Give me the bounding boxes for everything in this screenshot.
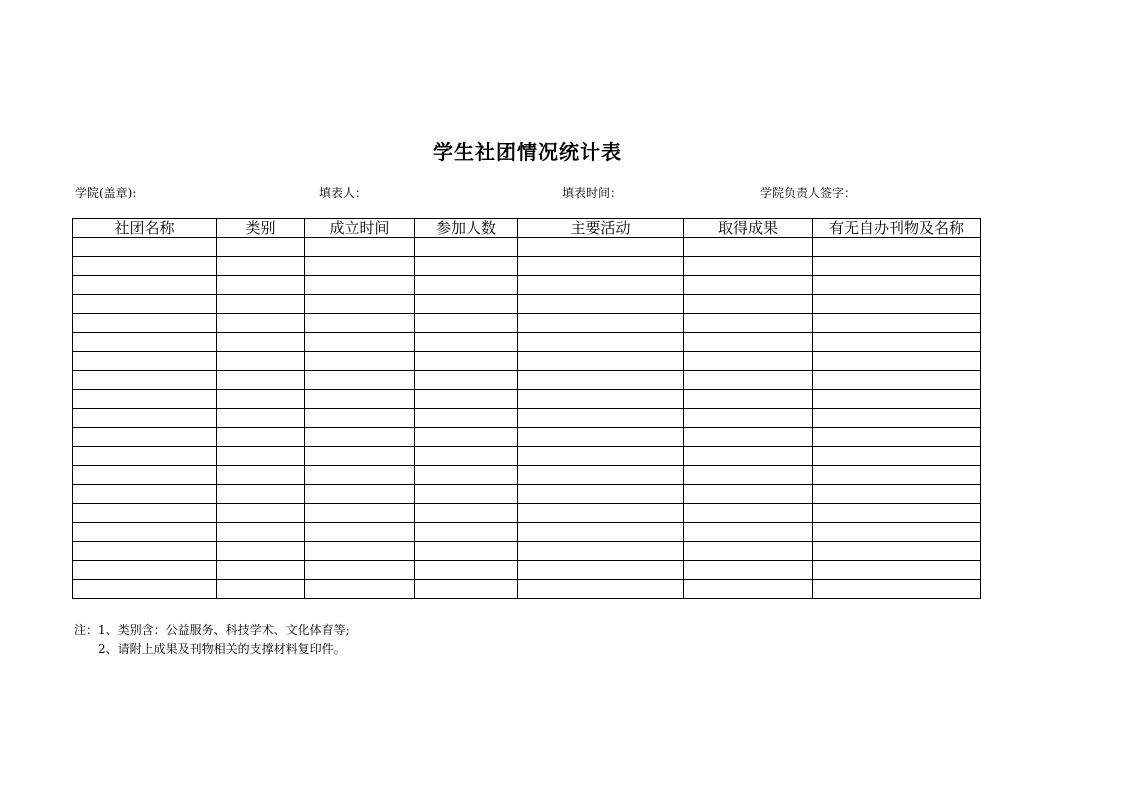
table-cell[interactable] [518, 276, 684, 295]
table-row [73, 314, 981, 333]
table-row [73, 257, 981, 276]
table-row [73, 523, 981, 542]
table-cell[interactable] [518, 314, 684, 333]
table-cell[interactable] [73, 409, 217, 428]
table-cell[interactable] [518, 428, 684, 447]
table-row [73, 371, 981, 390]
table-row [73, 447, 981, 466]
table-cell[interactable] [813, 295, 981, 314]
table-cell[interactable] [684, 561, 813, 580]
table-cell[interactable] [684, 295, 813, 314]
table-cell[interactable] [684, 257, 813, 276]
table-cell[interactable] [217, 314, 305, 333]
table-cell[interactable] [684, 333, 813, 352]
table-cell[interactable] [518, 504, 684, 523]
table-cell[interactable] [684, 409, 813, 428]
table-cell[interactable] [305, 580, 415, 599]
table-cell[interactable] [415, 238, 518, 257]
table-cell[interactable] [73, 276, 217, 295]
table-row [73, 504, 981, 523]
table-cell[interactable] [518, 352, 684, 371]
table-cell[interactable] [305, 428, 415, 447]
table-cell[interactable] [305, 352, 415, 371]
table-cell[interactable] [73, 295, 217, 314]
table-cell[interactable] [684, 485, 813, 504]
table-cell[interactable] [305, 295, 415, 314]
table-row [73, 485, 981, 504]
header-main-activities: 主要活动 [518, 219, 684, 238]
table-row [73, 276, 981, 295]
table-cell[interactable] [217, 276, 305, 295]
table-cell[interactable] [217, 333, 305, 352]
table-cell[interactable] [684, 371, 813, 390]
table-cell[interactable] [684, 352, 813, 371]
table-cell[interactable] [73, 485, 217, 504]
table-cell[interactable] [518, 238, 684, 257]
note-line-2: 2、请附上成果及刊物相关的支撑材料复印件。 [98, 642, 346, 656]
table-cell[interactable] [415, 580, 518, 599]
table-cell[interactable] [415, 333, 518, 352]
table-cell[interactable] [684, 523, 813, 542]
page-title: 学生社团情况统计表 [433, 140, 622, 164]
table-cell[interactable] [73, 561, 217, 580]
table-cell[interactable] [415, 542, 518, 561]
table-cell[interactable] [217, 238, 305, 257]
table-cell[interactable] [415, 352, 518, 371]
table-cell[interactable] [305, 504, 415, 523]
table-cell[interactable] [217, 352, 305, 371]
table-cell[interactable] [305, 314, 415, 333]
table-row [73, 542, 981, 561]
table-cell[interactable] [684, 390, 813, 409]
table-header-row [73, 219, 981, 238]
table-cell[interactable] [305, 371, 415, 390]
table-cell[interactable] [518, 580, 684, 599]
table-cell[interactable] [684, 504, 813, 523]
table-cell[interactable] [305, 466, 415, 485]
table-cell[interactable] [415, 314, 518, 333]
table-cell[interactable] [518, 561, 684, 580]
table-row [73, 390, 981, 409]
table-cell[interactable] [518, 295, 684, 314]
table-cell[interactable] [217, 523, 305, 542]
table-row [73, 295, 981, 314]
table-cell[interactable] [415, 523, 518, 542]
table-cell[interactable] [684, 314, 813, 333]
table-body [73, 238, 981, 599]
table-cell[interactable] [684, 238, 813, 257]
table-cell[interactable] [415, 428, 518, 447]
table-cell[interactable] [73, 504, 217, 523]
table-cell[interactable] [813, 428, 981, 447]
table-row [73, 428, 981, 447]
header-club-name: 社团名称 [73, 219, 217, 238]
table-cell[interactable] [305, 409, 415, 428]
table-cell[interactable] [684, 276, 813, 295]
table-cell[interactable] [305, 276, 415, 295]
table-cell[interactable] [813, 371, 981, 390]
table-cell[interactable] [217, 466, 305, 485]
note-line-1: 注：1、类别含：公益服务、科技学术、文化体育等; [74, 623, 350, 637]
filler-label: 填表人： [319, 186, 368, 200]
table-cell[interactable] [813, 276, 981, 295]
header-category: 类别 [217, 219, 305, 238]
table-cell[interactable] [415, 409, 518, 428]
college-stamp-label: 学院(盖章): [75, 186, 137, 200]
table-cell[interactable] [813, 352, 981, 371]
table-cell[interactable] [684, 542, 813, 561]
table-cell[interactable] [813, 580, 981, 599]
table-cell[interactable] [73, 390, 217, 409]
table-cell[interactable] [217, 390, 305, 409]
table-cell[interactable] [415, 371, 518, 390]
table-row [73, 409, 981, 428]
header-member-count: 参加人数 [415, 219, 518, 238]
table-cell[interactable] [73, 333, 217, 352]
header-achievements: 取得成果 [684, 219, 813, 238]
table-row [73, 333, 981, 352]
table-row [73, 466, 981, 485]
table-cell[interactable] [518, 409, 684, 428]
table-cell[interactable] [518, 333, 684, 352]
table-cell[interactable] [813, 447, 981, 466]
statistics-table [72, 218, 981, 599]
table-cell[interactable] [684, 466, 813, 485]
table-cell[interactable] [684, 447, 813, 466]
table-cell[interactable] [813, 257, 981, 276]
table-cell[interactable] [217, 428, 305, 447]
table-cell[interactable] [415, 466, 518, 485]
table-cell[interactable] [73, 238, 217, 257]
table-cell[interactable] [73, 523, 217, 542]
header-publication: 有无自办刊物及名称 [813, 219, 981, 238]
table-cell[interactable] [518, 485, 684, 504]
table-cell[interactable] [813, 542, 981, 561]
table-cell[interactable] [73, 371, 217, 390]
table-cell[interactable] [415, 257, 518, 276]
table-cell[interactable] [813, 523, 981, 542]
table-cell[interactable] [684, 580, 813, 599]
table-cell[interactable] [217, 485, 305, 504]
table-cell[interactable] [73, 580, 217, 599]
table-cell[interactable] [518, 466, 684, 485]
table-cell[interactable] [217, 542, 305, 561]
table-cell[interactable] [217, 295, 305, 314]
table-cell[interactable] [813, 238, 981, 257]
table-cell[interactable] [518, 523, 684, 542]
table-cell[interactable] [415, 561, 518, 580]
table-cell[interactable] [415, 485, 518, 504]
table-cell[interactable] [305, 542, 415, 561]
table-cell[interactable] [217, 561, 305, 580]
table-cell[interactable] [518, 542, 684, 561]
table-cell[interactable] [684, 428, 813, 447]
table-cell[interactable] [415, 276, 518, 295]
notes [74, 621, 350, 659]
table-cell[interactable] [305, 523, 415, 542]
table-cell[interactable] [813, 314, 981, 333]
table-cell[interactable] [415, 504, 518, 523]
table-cell[interactable] [813, 390, 981, 409]
table-row [73, 580, 981, 599]
table-cell[interactable] [217, 371, 305, 390]
table-cell[interactable] [813, 466, 981, 485]
table-cell[interactable] [305, 333, 415, 352]
table-cell[interactable] [73, 447, 217, 466]
table-cell[interactable] [305, 257, 415, 276]
table-cell[interactable] [305, 390, 415, 409]
table-cell[interactable] [813, 485, 981, 504]
table-cell[interactable] [73, 314, 217, 333]
table-cell[interactable] [518, 371, 684, 390]
table-cell[interactable] [73, 257, 217, 276]
table-cell[interactable] [415, 447, 518, 466]
table-cell[interactable] [305, 447, 415, 466]
table-row [73, 561, 981, 580]
table-cell[interactable] [415, 390, 518, 409]
table-cell[interactable] [813, 504, 981, 523]
table-cell[interactable] [813, 561, 981, 580]
table-cell[interactable] [518, 447, 684, 466]
table-cell[interactable] [813, 409, 981, 428]
table-cell[interactable] [415, 295, 518, 314]
table-cell[interactable] [73, 352, 217, 371]
table-cell[interactable] [518, 257, 684, 276]
header-founded-date: 成立时间 [305, 219, 415, 238]
table-cell[interactable] [217, 580, 305, 599]
signer-label: 学院负责人签字： [760, 186, 857, 200]
table-cell[interactable] [73, 466, 217, 485]
table-cell[interactable] [217, 257, 305, 276]
table-cell[interactable] [518, 390, 684, 409]
table-cell[interactable] [305, 485, 415, 504]
table-cell[interactable] [73, 542, 217, 561]
table-cell[interactable] [217, 504, 305, 523]
table-row [73, 238, 981, 257]
fill-time-label: 填表时间： [562, 186, 623, 200]
table-cell[interactable] [813, 333, 981, 352]
table-cell[interactable] [217, 447, 305, 466]
table-cell[interactable] [305, 238, 415, 257]
table-cell[interactable] [73, 428, 217, 447]
table-row [73, 352, 981, 371]
table-cell[interactable] [217, 409, 305, 428]
table-cell[interactable] [305, 561, 415, 580]
